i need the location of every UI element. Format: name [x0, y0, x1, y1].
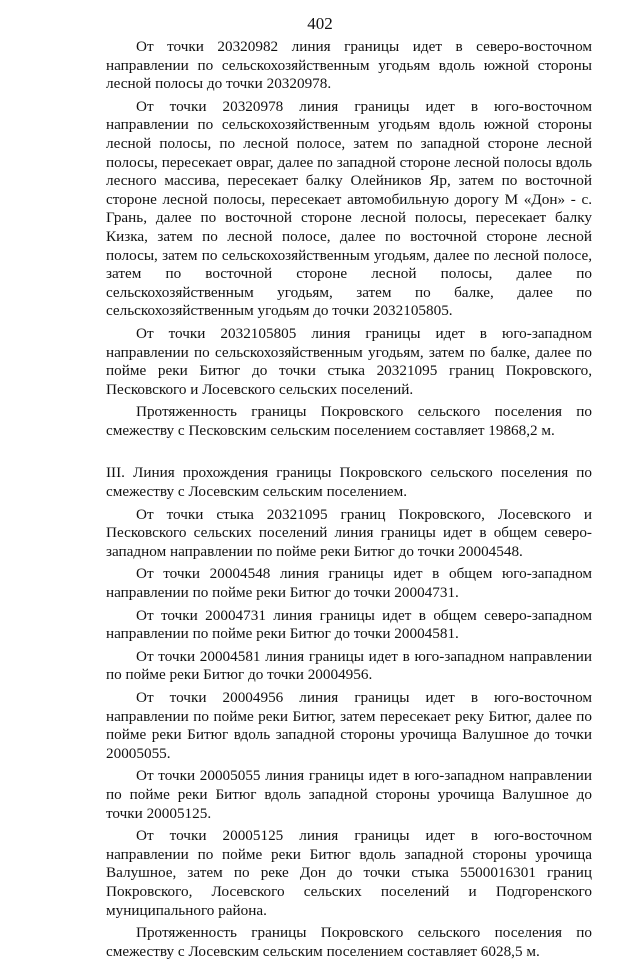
section-divider-space	[106, 440, 592, 464]
section-losevskoe-boundary	[106, 464, 592, 961]
paragraph: От точки 20004731 линия границы идет в общем северо-западном направлении по пойме реки Битюг до точки 20004581.	[106, 606, 592, 643]
paragraph: От точки 20004548 линия границы идет в общем юго-западном направлении по пойме реки Битюг до точки 20004731.	[106, 565, 592, 602]
section-heading: III. Линия прохождения границы Покровского сельского поселения по смежеству с Лосевским сельским поселением.	[106, 464, 592, 501]
boundary-length-paragraph: Протяженность границы Покровского сельского поселения по смежеству с Песковским сельским поселением составляет 19868,2 м.	[106, 403, 592, 439]
paragraph: От точки 20004581 линия границы идет в юго-западном направлении по пойме реки Битюг до точки 20004956.	[106, 647, 592, 684]
document-body	[106, 38, 592, 961]
section-pesковское-boundary	[106, 38, 592, 440]
boundary-length-paragraph: Протяженность границы Покровского сельского поселения по смежеству с Лосевским сельским поселением составляет 6028,5 м.	[106, 924, 592, 960]
paragraph: От точки 20320978 линия границы идет в юго-восточном направлении по сельскохозяйственным угодьям вдоль южной стороны лесной полосы, по лесной полосе, затем по западной стороне лесной полосы, пересекает овраг, далее по западной стороне лесной полосы вдоль лесного массива, пересекает балку Олейников Яр, затем по восточной стороне лесной полосы, пересекает автомобильную дорогу М «Дон» - с. Грань, далее по восточной стороне лесной полосы, пересекает балку Кизка, затем по лесной полосе, далее по восточной стороне лесной полосы, затем по сельскохозяйственным угодьям, далее по лесной полосе, затем по восточной стороне лесной полосы, далее по сельскохозяйственным угодьям, затем по балке, далее по сельскохозяйственным угодьям до точки 2032105805.	[106, 97, 592, 320]
paragraph: От точки 20320982 линия границы идет в северо-восточном направлении по сельскохозяйственным угодьям вдоль южной стороны лесной полосы до точки 20320978.	[106, 38, 592, 93]
page-number: 402	[307, 14, 333, 33]
paragraph: От точки стыка 20321095 границ Покровского, Лосевского и Песковского сельских поселений линия границы идет в общем северо-западном направлении по пойме реки Битюг до точки 20004548.	[106, 505, 592, 560]
paragraph: От точки 20004956 линия границы идет в юго-восточном направлении по пойме реки Битюг, затем пересекает реку Битюг, далее по пойме реки Битюг вдоль западной стороны урочища Валушное до точки 20005055.	[106, 689, 592, 762]
paragraph: От точки 20005125 линия границы идет в юго-восточном направлении по пойме реки Битюг вдоль западной стороны урочища Валушное, затем по реке Дон до точки стыка 5500016301 границ Покровского, Лосевского сельских поселений и Подгоренского муниципального района.	[106, 827, 592, 919]
paragraph: От точки 20005055 линия границы идет в юго-западном направлении по пойме реки Битюг вдоль западной стороны урочища Валушное до точки 20005125.	[106, 767, 592, 822]
paragraph: От точки 2032105805 линия границы идет в юго-западном направлении по сельскохозяйственным угодьям, затем по балке, далее по пойме реки Битюг до точки стыка 20321095 границ Покровского, Песковского и Лосевского сельских поселений.	[106, 324, 592, 398]
